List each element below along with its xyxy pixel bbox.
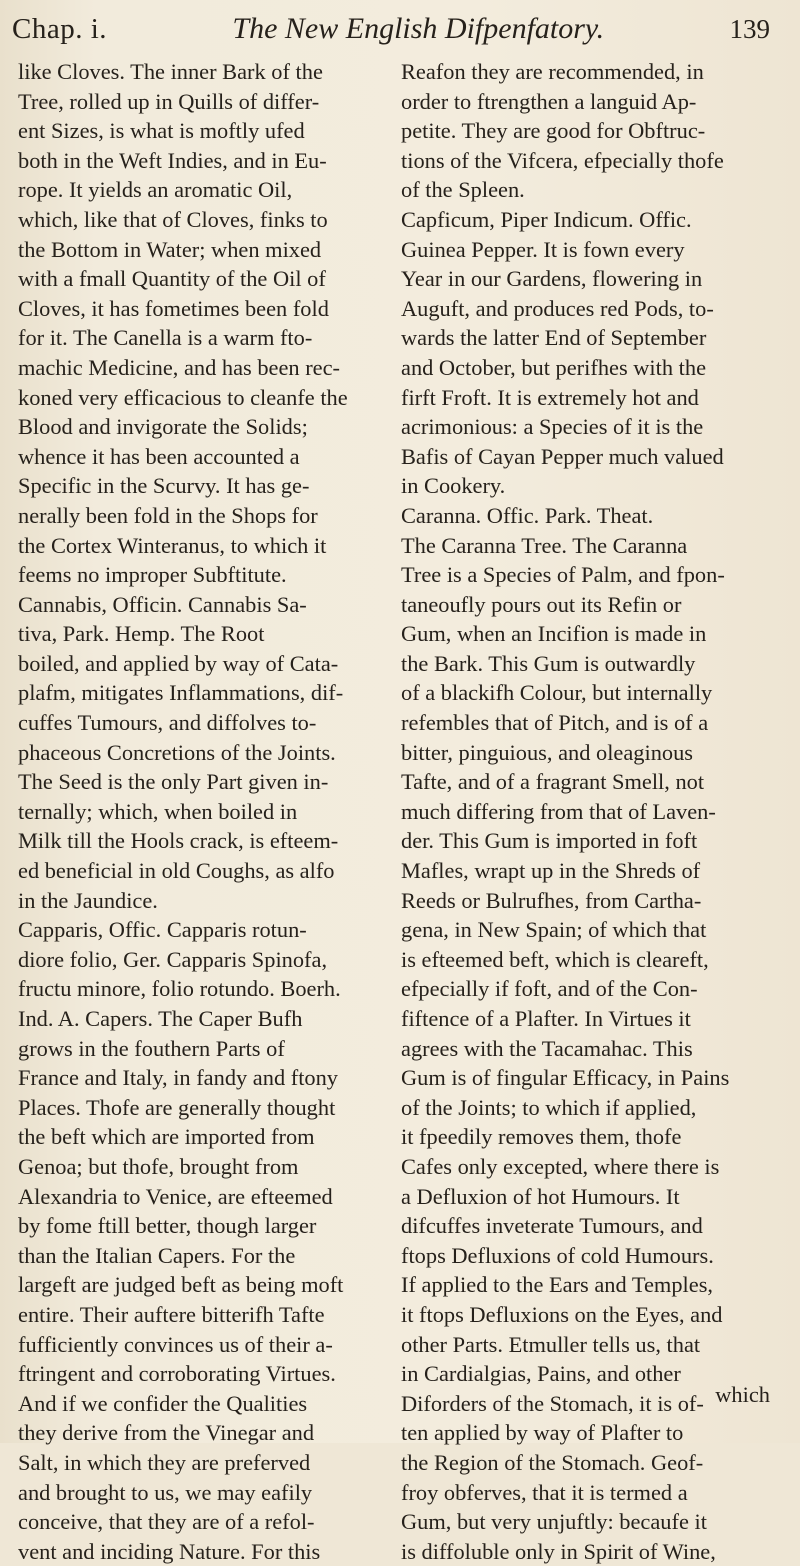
- text-line: firft Froft. It is extremely hot and: [401, 384, 699, 410]
- text-line: ed beneficial in old Coughs, as alfo: [18, 858, 335, 884]
- text-line: whence it has been accounted a: [18, 443, 300, 469]
- text-line: Specific in the Scurvy. It has ge-: [18, 473, 310, 499]
- text-line: they derive from the Vinegar and: [18, 1420, 315, 1446]
- text-line: much differing from that of Laven-: [401, 798, 716, 824]
- text-line: than the Italian Capers. For the: [18, 1242, 296, 1268]
- text-line: Milk till the Hools crack, is efteem-: [18, 828, 339, 854]
- text-line: and October, but perifhes with the: [401, 354, 707, 380]
- text-line: of a blackifh Colour, but internally: [401, 680, 713, 706]
- right-text-column: [401, 57, 773, 1566]
- text-line: refembles that of Pitch, and is of a: [401, 710, 709, 736]
- text-line: the Bottom in Water; when mixed: [18, 236, 322, 262]
- text-line: cuffes Tumours, and diffolves to-: [18, 710, 317, 736]
- text-line: Ind. A. Capers. The Caper Bufh: [18, 1006, 303, 1031]
- text-line: ternally; which, when boiled in: [18, 798, 298, 824]
- left-text-column: [18, 57, 378, 1566]
- catchword: which: [715, 1382, 770, 1407]
- text-line: the Cortex Winteranus, to which it: [18, 532, 327, 558]
- running-title: The New English Difpenfatory.: [232, 12, 605, 45]
- text-line: other Parts. Etmuller tells us, that: [401, 1331, 701, 1357]
- text-line: Alexandria to Venice, are efteemed: [18, 1183, 333, 1209]
- page-number: 139: [729, 14, 770, 44]
- text-line: Tafte, and of a fragrant Smell, not: [401, 769, 705, 795]
- chapter-heading: Chap. i.: [12, 13, 108, 45]
- text-line: Reafon they are recommended, in: [401, 59, 704, 84]
- text-line: vent and inciding Nature. For this: [18, 1538, 321, 1564]
- text-line: it fpeedily removes them, thofe: [401, 1124, 682, 1150]
- text-line: ftops Defluxions of cold Humours.: [401, 1242, 714, 1268]
- text-line: tions of the Vifcera, efpecially thofe: [401, 147, 724, 173]
- text-line: which, like that of Cloves, finks to: [18, 206, 328, 232]
- text-line: Blood and invigorate the Solids;: [18, 414, 308, 440]
- text-line: tiva, Park. Hemp. The Root: [18, 621, 265, 647]
- text-line: ftringent and corroborating Virtues.: [18, 1361, 336, 1387]
- text-line: Places. Thofe are generally thought: [18, 1094, 336, 1120]
- text-line: diore folio, Ger. Capparis Spinofa,: [18, 946, 328, 972]
- text-line: grows in the fouthern Parts of: [18, 1035, 285, 1061]
- text-line: by fome ftill better, though larger: [18, 1213, 317, 1239]
- text-line: rope. It yields an aromatic Oil,: [18, 177, 293, 203]
- text-line: ent Sizes, is what is moftly ufed: [18, 118, 305, 144]
- text-line: Diforders of the Stomach, it is of-: [401, 1390, 704, 1416]
- text-line: both in the Weft Indies, and in Eu-: [18, 147, 327, 173]
- text-line: Capparis, Offic. Capparis rotun-: [18, 917, 307, 943]
- text-line: If applied to the Ears and Temples,: [401, 1272, 714, 1298]
- text-line: the beft which are imported from: [18, 1124, 315, 1150]
- text-line: fiftence of a Plafter. In Virtues it: [401, 1006, 691, 1031]
- text-line: Mafles, wrapt up in the Shreds of: [401, 858, 701, 884]
- text-line: petite. They are good for Obftruc-: [401, 118, 706, 144]
- text-line: der. This Gum is imported in foft: [401, 828, 698, 854]
- text-line: is efteemed beft, which is cleareft,: [401, 946, 709, 972]
- text-line: And if we confider the Qualities: [18, 1390, 308, 1416]
- text-line: boiled, and applied by way of Cata-: [18, 650, 339, 676]
- text-line: efpecially if foft, and of the Con-: [401, 976, 698, 1002]
- text-line: Bafis of Cayan Pepper much valued: [401, 443, 724, 469]
- text-line: fufficiently convinces us of their a-: [18, 1331, 333, 1357]
- text-line: agrees with the Tacamahac. This: [401, 1035, 693, 1061]
- text-line: phaceous Concretions of the Joints.: [18, 739, 336, 765]
- text-line: Gum, but very unjuftly: becaufe it: [401, 1509, 707, 1535]
- text-line: Salt, in which they are preferved: [18, 1449, 311, 1475]
- text-line: largeft are judged beft as being moft: [18, 1272, 344, 1298]
- text-line: acrimonious: a Species of it is the: [401, 414, 704, 440]
- text-line: The Caranna Tree. The Caranna: [401, 532, 688, 558]
- text-line: in Cardialgias, Pains, and other: [401, 1361, 681, 1387]
- text-line: Gum is of fingular Efficacy, in Pains: [401, 1065, 730, 1091]
- text-line: a Defluxion of hot Humours. It: [401, 1183, 680, 1209]
- text-line: like Cloves. The inner Bark of the: [18, 59, 323, 84]
- text-line: the Bark. This Gum is outwardly: [401, 650, 696, 676]
- text-line: Capficum, Piper Indicum. Offic.: [401, 206, 692, 232]
- text-line: machic Medicine, and has been rec-: [18, 354, 341, 380]
- text-line: Caranna. Offic. Park. Theat.: [401, 502, 654, 528]
- text-line: The Seed is the only Part given in-: [18, 769, 329, 795]
- text-line: in the Jaundice.: [18, 887, 158, 913]
- text-line: Guinea Pepper. It is fown every: [401, 236, 685, 262]
- text-line: difcuffes inveterate Tumours, and: [401, 1213, 703, 1239]
- text-line: gena, in New Spain; of which that: [401, 917, 707, 943]
- text-line: is diffoluble only in Spirit of Wine,: [401, 1538, 716, 1564]
- text-line: of the Spleen.: [401, 177, 525, 203]
- text-line: nerally been fold in the Shops for: [18, 502, 318, 528]
- text-line: taneoufly pours out its Refin or: [401, 591, 682, 617]
- text-line: Reeds or Bulrufhes, from Cartha-: [401, 887, 702, 913]
- text-line: bitter, pinguious, and oleaginous: [401, 739, 694, 765]
- text-line: conceive, that they are of a refol-: [18, 1509, 315, 1535]
- text-line: France and Italy, in fandy and ftony: [18, 1065, 338, 1091]
- text-line: and brought to us, we may eafily: [18, 1479, 313, 1505]
- text-line: feems no improper Subftitute.: [18, 562, 287, 588]
- text-line: plafm, mitigates Inflammations, dif-: [18, 680, 344, 706]
- text-line: the Region of the Stomach. Geof-: [401, 1449, 704, 1475]
- text-line: Gum, when an Incifion is made in: [401, 621, 707, 647]
- text-line: in Cookery.: [401, 473, 506, 499]
- text-line: froy obferves, that it is termed a: [401, 1479, 688, 1505]
- text-line: order to ftrengthen a languid Ap-: [401, 88, 697, 114]
- text-line: it ftops Defluxions on the Eyes, and: [401, 1301, 723, 1327]
- text-line: with a fmall Quantity of the Oil of: [18, 266, 326, 292]
- text-line: koned very efficacious to cleanfe the: [18, 384, 348, 410]
- text-line: for it. The Canella is a warm fto-: [18, 325, 313, 351]
- text-line: Tree is a Species of Palm, and fpon-: [401, 562, 725, 588]
- text-line: wards the latter End of September: [401, 325, 707, 351]
- text-line: Year in our Gardens, flowering in: [401, 266, 703, 292]
- text-line: Cannabis, Officin. Cannabis Sa-: [18, 591, 307, 617]
- text-line: Cafes only excepted, where there is: [401, 1153, 720, 1179]
- text-line: ten applied by way of Plafter to: [401, 1420, 684, 1446]
- text-line: fructu minore, folio rotundo. Boerh.: [18, 976, 341, 1002]
- text-line: Genoa; but thofe, brought from: [18, 1153, 299, 1179]
- text-line: entire. Their auftere bitterifh Tafte: [18, 1301, 325, 1327]
- text-line: Auguft, and produces red Pods, to-: [401, 295, 714, 321]
- text-line: of the Joints; to which if applied,: [401, 1094, 697, 1120]
- page-header: [12, 12, 770, 56]
- text-line: Tree, rolled up in Quills of differ-: [18, 88, 320, 114]
- text-line: Cloves, it has fometimes been fold: [18, 295, 329, 321]
